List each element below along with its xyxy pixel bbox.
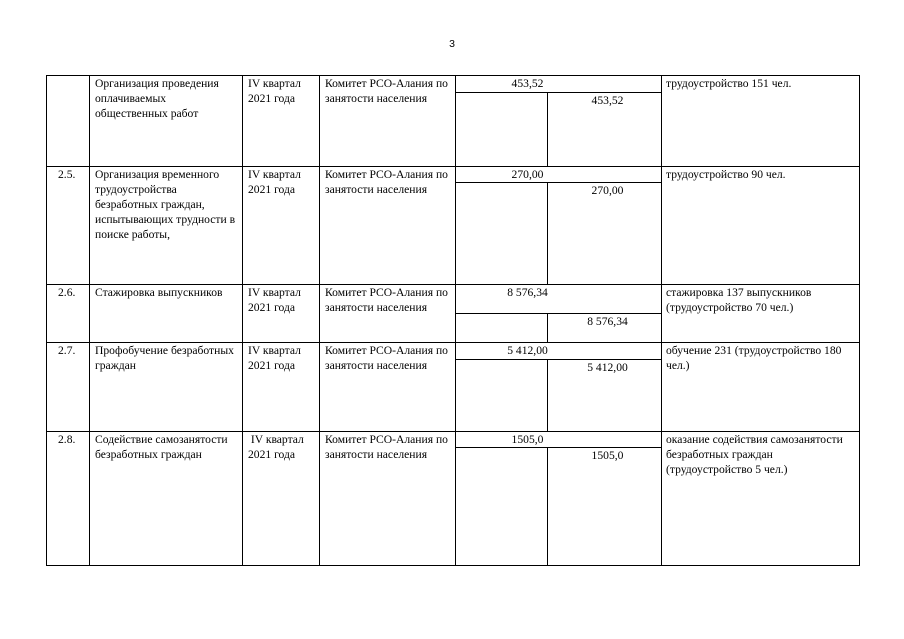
- amount-sub: 8 576,34: [587, 315, 628, 328]
- amount-sub: 5 412,00: [587, 361, 628, 374]
- amount-sub: 453,52: [591, 94, 624, 107]
- table-row: [47, 285, 860, 343]
- amount-total: 270,00: [511, 168, 544, 181]
- measure-name: Организация проведения оплачиваемых общественных работ: [90, 76, 243, 167]
- row-number: 2.8.: [47, 432, 90, 566]
- measure-executor: Комитет РСО-Алания по занятости населения: [320, 76, 456, 167]
- amount-total: 453,52: [511, 77, 544, 90]
- amount-split: [456, 447, 661, 565]
- amount-total: 5 412,00: [507, 344, 548, 357]
- amount-cell: [456, 76, 662, 167]
- measure-result: оказание содействия самозанятости безработных граждан (трудоустройство 5 чел.): [662, 432, 860, 566]
- amount-cell: [456, 167, 662, 285]
- measure-executor: Комитет РСО-Алания по занятости населения: [320, 167, 456, 285]
- row-number: 2.5.: [47, 167, 90, 285]
- amount-total: 8 576,34: [507, 286, 548, 299]
- row-number: 2.6.: [47, 285, 90, 343]
- measure-term: IV квартал 2021 года: [243, 285, 320, 343]
- table-row: [47, 167, 860, 285]
- amount-cell: [456, 343, 662, 432]
- measure-name: Содействие самозанятости безработных граждан: [90, 432, 243, 566]
- measure-result: стажировка 137 выпускников (трудоустройство 70 чел.): [662, 285, 860, 343]
- measure-executor: Комитет РСО-Алания по занятости населения: [320, 343, 456, 432]
- amount-split: [456, 182, 661, 284]
- measure-result: трудоустройство 151 чел.: [662, 76, 860, 167]
- table-row: [47, 343, 860, 432]
- amount-sub: 270,00: [591, 184, 624, 197]
- table-row: [47, 76, 860, 167]
- measure-term: IV квартал 2021 года: [243, 76, 320, 167]
- measure-result: трудоустройство 90 чел.: [662, 167, 860, 285]
- amount-sub: 1505,0: [591, 449, 624, 462]
- amount-split: [456, 92, 661, 166]
- row-number: [47, 76, 90, 167]
- measure-name: Стажировка выпускников: [90, 285, 243, 343]
- amount-divider: [547, 183, 548, 284]
- table-row: [47, 432, 860, 566]
- measure-term: IV квартал 2021 года: [243, 343, 320, 432]
- measure-term: IV квартал 2021 года: [243, 432, 320, 566]
- row-number: 2.7.: [47, 343, 90, 432]
- measure-name: Профобучение безработных граждан: [90, 343, 243, 432]
- amount-split: [456, 359, 661, 431]
- measure-executor: Комитет РСО-Алания по занятости населения: [320, 285, 456, 343]
- amount-cell: [456, 432, 662, 566]
- amount-divider: [547, 448, 548, 565]
- measure-executor: Комитет РСО-Алания по занятости населения: [320, 432, 456, 566]
- measure-term: IV квартал 2021 года: [243, 167, 320, 285]
- amount-split: [456, 313, 661, 342]
- page-number: 3: [449, 38, 455, 50]
- amount-cell: [456, 285, 662, 343]
- amount-total: 1505,0: [511, 433, 544, 446]
- measures-table: [46, 75, 860, 566]
- measure-result: обучение 231 (трудоустройство 180 чел.): [662, 343, 860, 432]
- measure-name: Организация временного трудоустройства безработных граждан, испытывающих трудности в поиске работы,: [90, 167, 243, 285]
